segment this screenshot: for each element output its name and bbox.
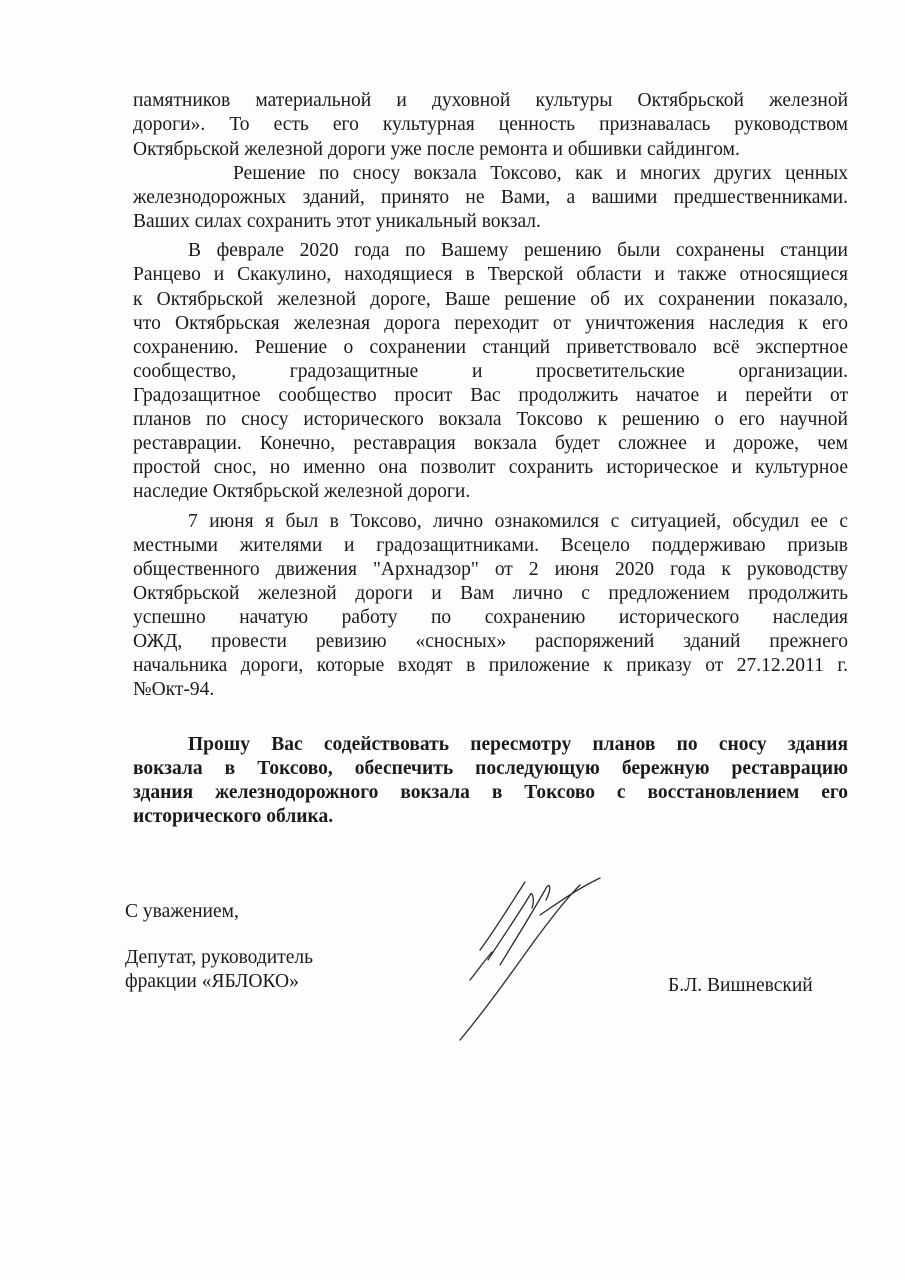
text-line: простой снос, но именно она позволит сохранить историческое и культурное: [133, 457, 848, 478]
text-line: Градозащитное сообщество просит Вас продолжить начатое и перейти от: [133, 385, 848, 406]
text-line: Октябрьской железной дороги и Вам лично с предложением продолжить: [133, 583, 848, 604]
text-line: В феврале 2020 года по Вашему решению были сохранены станции: [188, 240, 848, 261]
closing-text: С уважением,: [125, 901, 239, 922]
text-line: что Октябрьская железная дорога переходит от уничтожения наследия к его: [133, 313, 848, 334]
text-line: наследие Октябрьской железной дороги.: [133, 481, 471, 502]
request-line: здания железнодорожного вокзала в Токсово с восстановлением его: [133, 782, 848, 803]
text-line: Решение по сносу вокзала Токсово, как и многих других ценных: [233, 163, 848, 184]
position-line: фракции «ЯБЛОКО»: [125, 971, 299, 992]
text-line: местными жителями и градозащитниками. Всецело поддерживаю призыв: [133, 535, 848, 556]
text-line: планов по сносу исторического вокзала Токсово к решению о его научной: [133, 409, 848, 430]
signer-name: Б.Л. Вишневский: [668, 975, 813, 996]
text-line: Ваших силах сохранить этот уникальный вокзал.: [133, 211, 541, 232]
text-line: реставрации. Конечно, реставрация вокзала будет сложнее и дороже, чем: [133, 433, 848, 454]
text-line: ОЖД, провести ревизию «сносных» распоряжений зданий прежнего: [133, 631, 848, 652]
request-line: вокзала в Токсово, обеспечить последующую бережную реставрацию: [133, 758, 848, 779]
text-line: 7 июня я был в Токсово, лично ознакомился с ситуацией, обсудил ее с: [188, 511, 848, 532]
text-line: к Октябрьской железной дороге, Ваше решение об их сохранении показало,: [133, 289, 848, 310]
text-line: дороги». То есть его культурная ценность признавалась руководством: [133, 114, 848, 135]
text-line: сохранению. Решение о сохранении станций приветствовало всё экспертное: [133, 337, 848, 358]
text-line: №Окт-94.: [133, 679, 215, 700]
request-line: исторического облика.: [133, 806, 334, 827]
position-line: Депутат, руководитель: [125, 947, 313, 968]
text-line: Ранцево и Скакулино, находящиеся в Тверской области и также относящиеся: [133, 264, 848, 285]
text-line: памятников материальной и духовной культуры Октябрьской железной: [133, 90, 848, 111]
text-line: общественного движения "Архнадзор" от 2 июня 2020 года к руководству: [133, 559, 848, 580]
text-line: железнодорожных зданий, принято не Вами, а вашими предшественниками.: [133, 187, 848, 208]
text-line: сообщество, градозащитные и просветительские организации.: [133, 361, 848, 382]
request-line: Прошу Вас содействовать пересмотру планов по сносу здания: [188, 734, 848, 755]
handwritten-signature: [440, 860, 620, 1060]
text-line: начальника дороги, которые входят в приложение к приказу от 27.12.2011 г.: [133, 655, 848, 676]
text-line: Октябрьской железной дороги уже после ремонта и обшивки сайдингом.: [133, 139, 740, 160]
text-line: успешно начатую работу по сохранению исторического наследия: [133, 607, 848, 628]
